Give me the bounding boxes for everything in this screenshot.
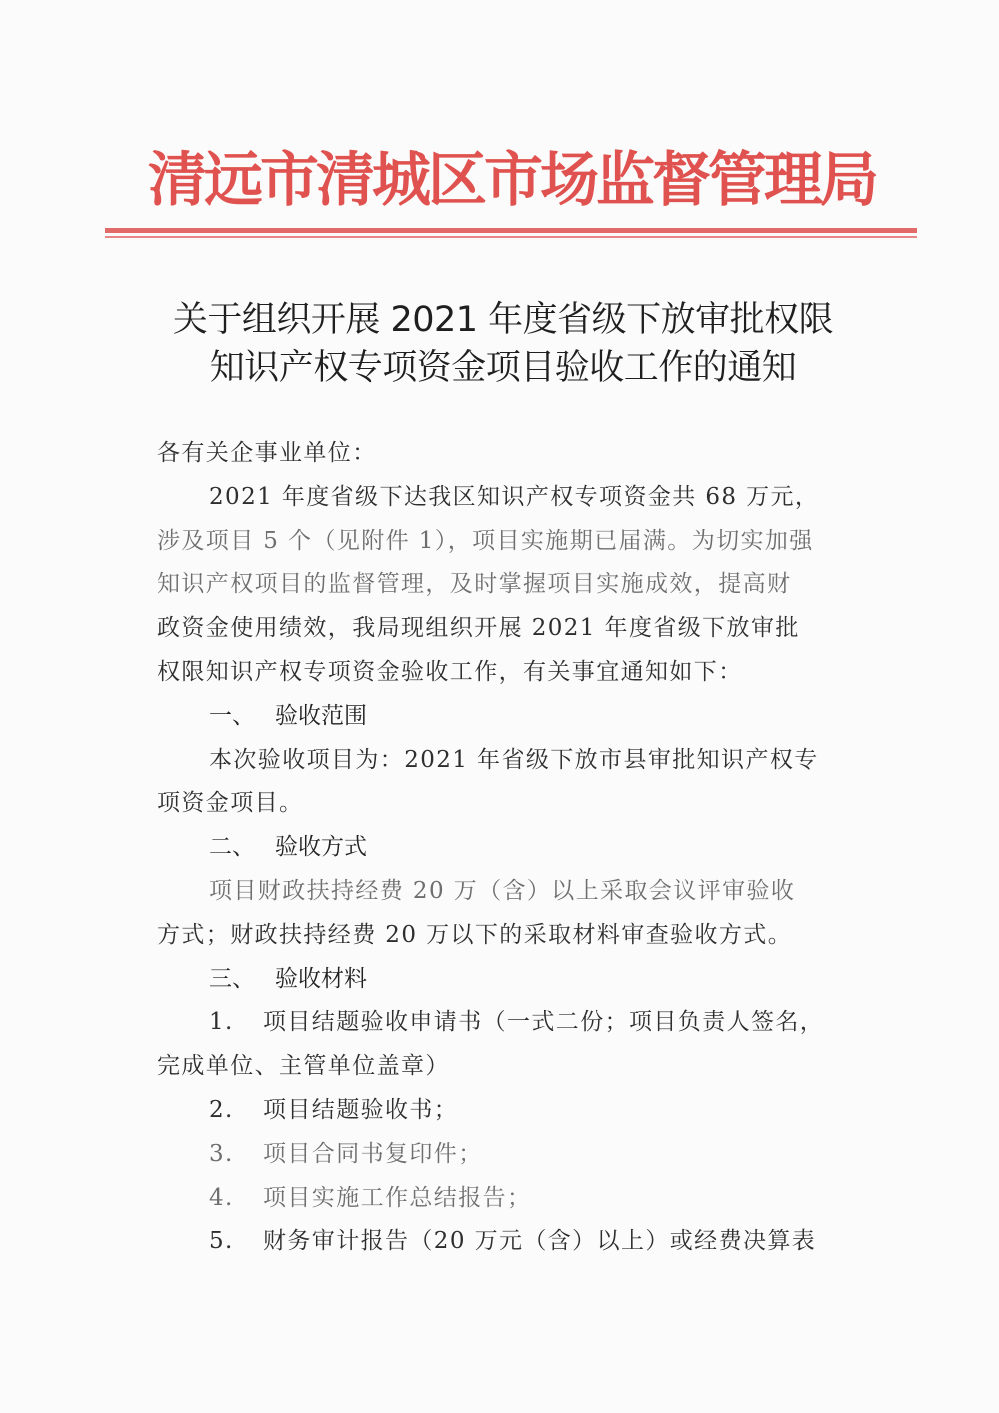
item-number: 3. — [209, 1140, 234, 1167]
document-title — [100, 296, 906, 392]
item-text: 项目结题验收申请书（一式二份；项目负责人签名， — [263, 1009, 825, 1036]
intro-line-4: 政资金使用绩效，我局现组织开展 2021 年度省级下放审批 — [157, 615, 800, 642]
item-text: 项目结题验收书； — [263, 1096, 459, 1123]
material-item-2 — [157, 1089, 857, 1133]
intro-line-2: 涉及项目 5 个（见附件 1），项目实施期已届满。为切实加强 — [157, 527, 814, 554]
section-heading-method — [157, 826, 857, 870]
section-number: 二、 — [209, 834, 255, 861]
title-line-1: 关于组织开展 2021 年度省级下放审批权限 — [172, 300, 834, 340]
document-body — [157, 432, 857, 1264]
intro-line-3: 知识产权项目的监督管理，及时掌握项目实施成效，提高财 — [157, 571, 792, 598]
item-number: 2. — [209, 1096, 234, 1123]
scope-line-2: 项资金项目。 — [157, 790, 304, 817]
intro-line-5: 权限知识产权专项资金验收工作，有关事宜通知如下： — [157, 658, 743, 685]
section-number: 三、 — [209, 965, 255, 992]
material-item-1-continued: 完成单位、主管单位盖章） — [157, 1053, 450, 1080]
method-line-1: 项目财政扶持经费 20 万（含）以上采取会议评审验收 — [209, 877, 796, 904]
section-number: 一、 — [209, 702, 255, 729]
letterhead-rule-thin — [105, 236, 917, 238]
salutation: 各有关企事业单位： — [157, 440, 377, 466]
scope-line-1: 本次验收项目为：2021 年省级下放市县审批知识产权专 — [209, 746, 819, 773]
title-line-2: 知识产权专项资金项目验收工作的通知 — [209, 348, 797, 388]
method-line-2: 方式；财政扶持经费 20 万以下的采取材料审查验收方式。 — [157, 921, 793, 948]
section-heading-scope — [157, 695, 857, 739]
item-text: 财务审计报告（20 万元（含）以上）或经费决算表 — [263, 1228, 817, 1255]
material-item-1 — [157, 1001, 857, 1045]
material-item-4 — [157, 1177, 857, 1221]
section-title: 验收材料 — [275, 965, 367, 992]
item-number: 5. — [209, 1228, 234, 1255]
item-text: 项目实施工作总结报告； — [263, 1184, 532, 1211]
material-item-3 — [157, 1133, 857, 1177]
section-title: 验收范围 — [275, 702, 367, 729]
section-title: 验收方式 — [275, 834, 367, 861]
material-item-5 — [157, 1220, 857, 1264]
item-number: 1. — [209, 1009, 234, 1036]
item-number: 4. — [209, 1184, 234, 1211]
letterhead-rule-thick — [105, 228, 917, 233]
agency-letterhead: 清远市清城区市场监督管理局 — [147, 145, 876, 214]
item-text: 项目合同书复印件； — [263, 1140, 483, 1167]
intro-line-1: 2021 年度省级下达我区知识产权专项资金共 68 万元， — [209, 483, 820, 510]
section-heading-materials — [157, 958, 857, 1002]
